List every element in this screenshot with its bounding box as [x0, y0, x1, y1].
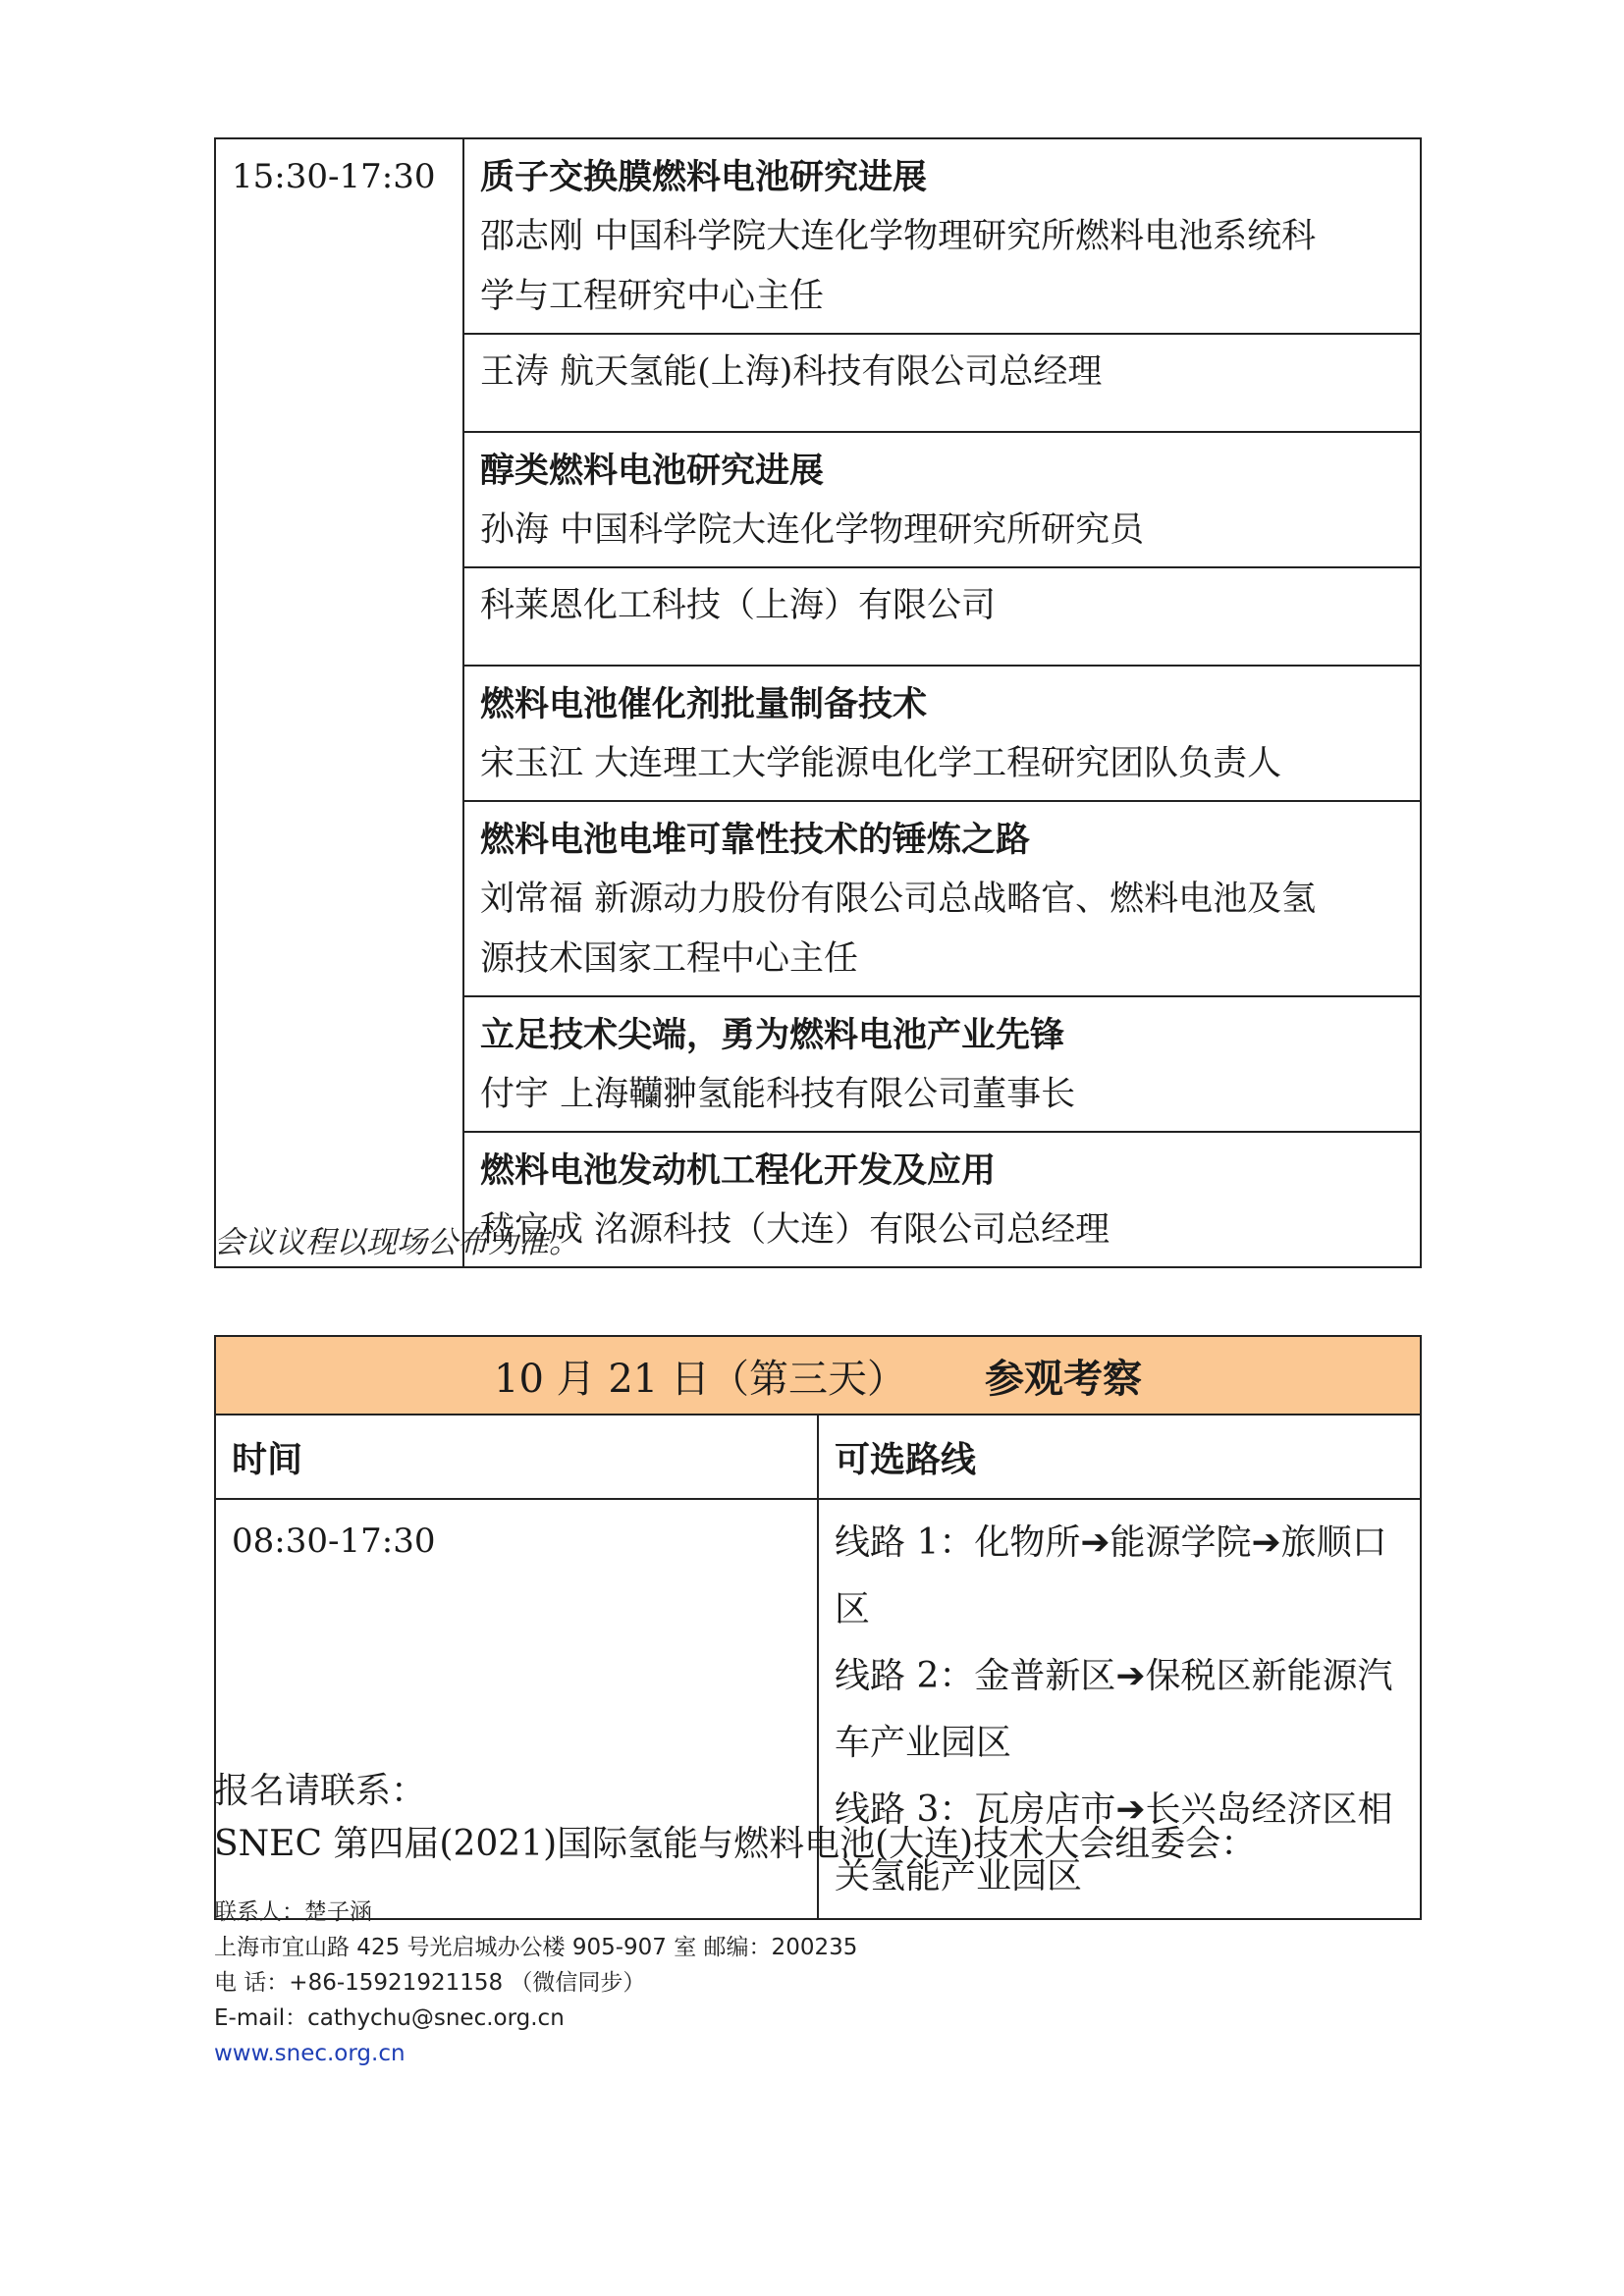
organizer-name: SNEC 第四届(2021)国际氢能与燃料电池(大连)技术大会组委会：: [214, 1824, 1257, 1864]
speaker-line: 源技术国家工程中心主任: [480, 939, 859, 979]
contact-details: [214, 1895, 857, 2071]
talk-title: 燃料电池电堆可靠性技术的锤炼之路: [480, 820, 1031, 860]
route-item: 线路 1：化物所➔能源学院➔旅顺口区: [835, 1522, 1387, 1629]
talk-title: 醇类燃料电池研究进展: [480, 451, 825, 491]
registration-contact: [214, 1765, 1256, 1871]
speaker-line: 王涛 航天氢能(上海)科技有限公司总经理: [480, 352, 1103, 392]
speaker-line: 科莱恩化工科技（上海）有限公司: [480, 586, 997, 625]
visit-activity: 参观考察: [984, 1355, 1142, 1402]
talk-title: 质子交换膜燃料电池研究进展: [480, 157, 928, 197]
agenda-entry: [463, 432, 1421, 567]
website-link[interactable]: www.snec.org.cn: [214, 2041, 406, 2066]
agenda-entry: [463, 138, 1421, 334]
route-item: 线路 3：瓦房店市➔长兴岛经济区相关氢能产业园区: [835, 1789, 1393, 1896]
agenda-entry: [463, 567, 1421, 666]
speaker-line: 嵇官成 洺源科技（大连）有限公司总经理: [480, 1210, 1110, 1250]
contact-phone: 电 话：+86-15921921158 （微信同步）: [214, 1970, 646, 1996]
agenda-entry: [463, 801, 1421, 996]
speaker-line: 宋玉江 大连理工大学能源电化学工程研究团队负责人: [480, 744, 1282, 783]
speaker-line: 孙海 中国科学院大连化学物理研究所研究员: [480, 510, 1145, 550]
talk-title: 立足技术尖端，勇为燃料电池产业先锋: [480, 1015, 1065, 1055]
talk-title: 燃料电池发动机工程化开发及应用: [480, 1150, 997, 1191]
visit-date: 10 月 21 日（第三天）: [494, 1356, 906, 1402]
speaker-line: 学与工程研究中心主任: [480, 277, 825, 316]
agenda-entry: [463, 334, 1421, 432]
talk-title: 燃料电池催化剂批量制备技术: [480, 684, 928, 724]
agenda-entry: [463, 666, 1421, 801]
speaker-line: 刘常福 新源动力股份有限公司总战略官、燃料电池及氢: [480, 880, 1317, 919]
contact-address: 上海市宜山路 425 号光启城办公楼 905-907 室 邮编：200235: [214, 1935, 858, 1960]
column-header-time: 时间: [215, 1415, 818, 1499]
visit-day-header: [215, 1336, 1421, 1415]
agenda-note: 会议议程以现场公布为准。: [214, 1225, 579, 1260]
session-time: 15:30-17:30: [215, 138, 463, 1267]
route-item: 线路 2：金普新区➔保税区新能源汽车产业园区: [835, 1656, 1393, 1763]
contact-heading: 报名请联系：: [214, 1771, 427, 1811]
contact-person: 联系人：楚子涵: [214, 1899, 372, 1925]
agenda-entry: [463, 1132, 1421, 1267]
contact-email[interactable]: E-mail：cathychu@snec.org.cn: [214, 2005, 565, 2031]
visit-time: 08:30-17:30: [215, 1499, 818, 1919]
agenda-entry: [463, 996, 1421, 1132]
column-header-routes: 可选路线: [818, 1415, 1421, 1499]
speaker-line: 邵志刚 中国科学院大连化学物理研究所燃料电池系统科: [480, 217, 1317, 256]
schedule-table: [214, 137, 1422, 1268]
speaker-line: 付宇 上海韊翀氢能科技有限公司董事长: [480, 1075, 1076, 1114]
